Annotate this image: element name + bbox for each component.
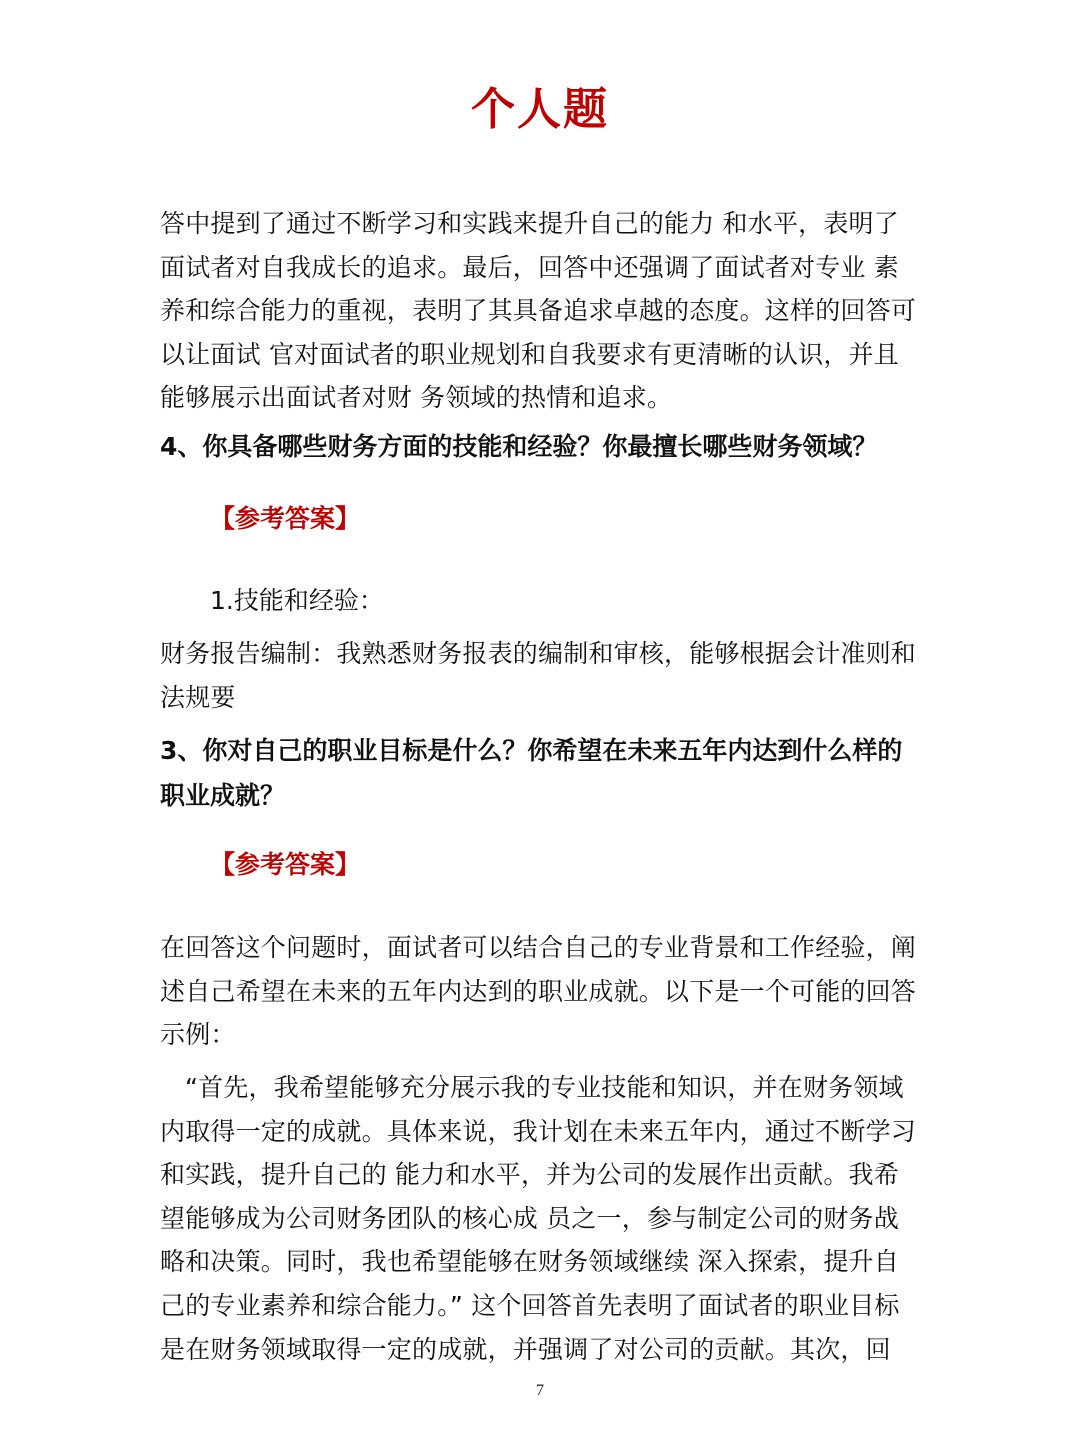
paragraph-financial-reporting: 财务报告编制：我熟悉财务报表的编制和审核，能够根据会计准则和法规要 xyxy=(160,639,917,712)
paragraph-answer-example: “首先，我希望能够充分展示我的专业技能和知识，并在财务领域内取得一定的成就。具体来说，我计划在未来五年内，通过不断学习和实践，提升自己的 能力和水平，并为公司的发展作出贡献。我希望能够成为公司财务团队的核心成 员之一，参与制定公司的财务战略和决策。同时，我也希望能够在财务领域继续 深入探索，提升自己的专业素养和综合能力。” 这个回答首先表明了面试者的职业目标是在财务领域取得一定的成就，并强调了对公司的贡献。其次，回 xyxy=(160,1073,917,1364)
page-title: 个人题 xyxy=(471,84,609,135)
paragraph-answer-intro: 在回答这个问题时，面试者可以结合自己的专业背景和工作经验，阐述自己希望在未来的五年内达到的职业成就。以下是一个可能的回答示例： xyxy=(160,933,917,1050)
page-number: 7 xyxy=(536,1382,544,1399)
question-4: 4、你具备哪些财务方面的技能和经验？你最擅长哪些财务领域？ xyxy=(160,432,878,461)
question-3: 3、你对自己的职业目标是什么？你希望在未来五年内达到什么样的职业成就？ xyxy=(160,736,903,810)
reference-answer-label: 【参考答案】 xyxy=(210,850,361,879)
skills-subheading: 1.技能和经验： xyxy=(210,586,384,615)
paragraph-intro: 答中提到了通过不断学习和实践来提升自己的能力 和水平，表明了面试者对自我成长的追求。最后，回答中还强调了面试者对专业 素养和综合能力的重视，表明了其具备追求卓越的态度。这样的回答可以让面试 官对面试者的职业规划和自我要求有更清晰的认识，并且能够展示出面试者对财 务领域的热情和追求。 xyxy=(160,209,917,413)
reference-answer-label: 【参考答案】 xyxy=(210,504,361,533)
